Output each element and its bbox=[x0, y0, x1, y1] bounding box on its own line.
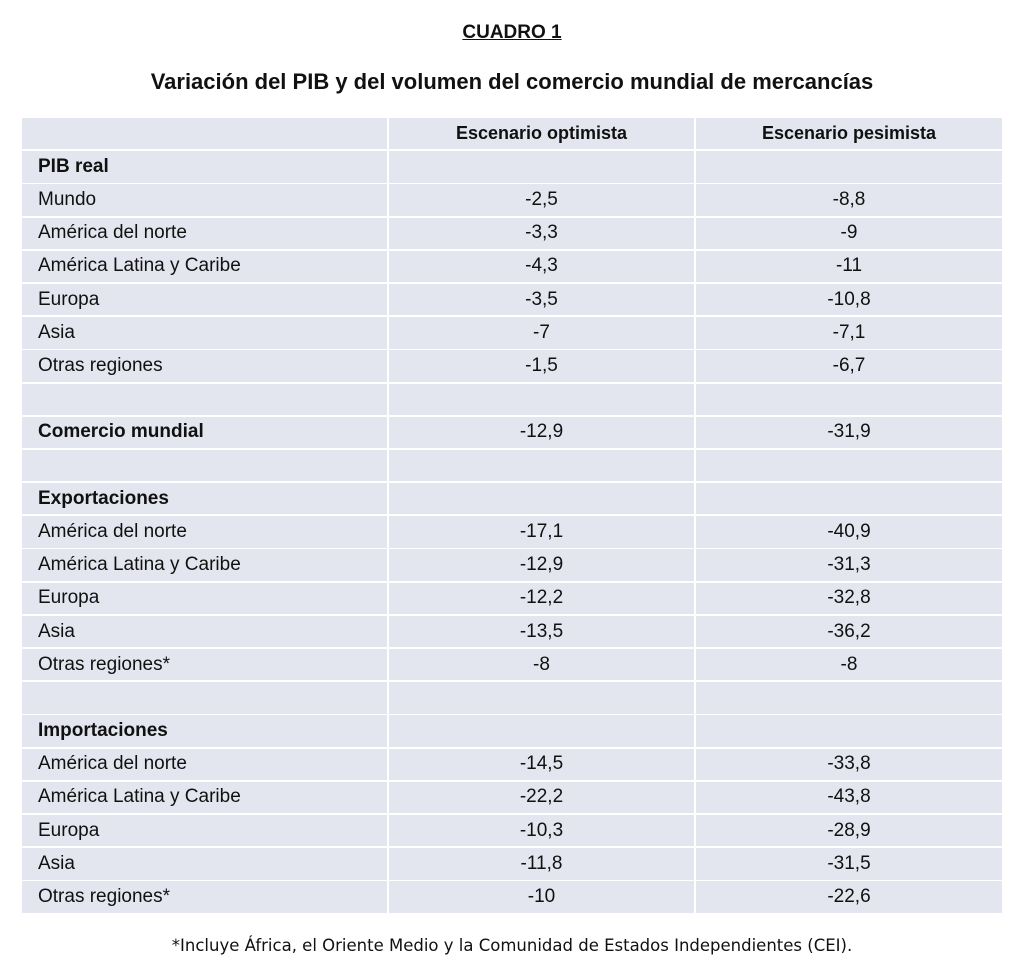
pesimista-value-cell: -22,6 bbox=[696, 881, 1002, 912]
optimista-value-cell: -22,2 bbox=[389, 782, 694, 813]
table-spacer-row bbox=[22, 682, 1002, 713]
row-label-cell: América Latina y Caribe bbox=[22, 251, 387, 282]
table-body bbox=[22, 151, 1002, 914]
row-label-cell: Comercio mundial bbox=[22, 417, 387, 448]
table-section-row bbox=[22, 151, 1002, 182]
optimista-value-cell: -3,5 bbox=[389, 284, 694, 315]
row-label-cell: Europa bbox=[22, 815, 387, 846]
table-section-row bbox=[22, 483, 1002, 514]
pesimista-value-cell: -6,7 bbox=[696, 350, 1002, 381]
optimista-value-cell: -1,5 bbox=[389, 350, 694, 381]
pesimista-value-cell bbox=[696, 450, 1002, 481]
table-row bbox=[22, 284, 1002, 315]
pesimista-value-cell: -11 bbox=[696, 251, 1002, 282]
row-label-cell: Importaciones bbox=[22, 715, 387, 746]
pesimista-value-cell: -31,9 bbox=[696, 417, 1002, 448]
table-row bbox=[22, 616, 1002, 647]
pesimista-value-cell: -7,1 bbox=[696, 317, 1002, 348]
row-label-cell: Europa bbox=[22, 284, 387, 315]
row-label-cell: Exportaciones bbox=[22, 483, 387, 514]
pesimista-value-cell bbox=[696, 384, 1002, 415]
optimista-value-cell: -14,5 bbox=[389, 749, 694, 780]
row-label-cell: Mundo bbox=[22, 184, 387, 215]
optimista-value-cell bbox=[389, 682, 694, 713]
table-row bbox=[22, 583, 1002, 614]
table-row bbox=[22, 516, 1002, 547]
row-label-cell: Asia bbox=[22, 848, 387, 879]
row-label-cell: América del norte bbox=[22, 218, 387, 249]
row-label-cell: Otras regiones bbox=[22, 350, 387, 381]
table-spacer-row bbox=[22, 384, 1002, 415]
table-row bbox=[22, 782, 1002, 813]
pesimista-value-cell bbox=[696, 483, 1002, 514]
row-label-cell: Europa bbox=[22, 583, 387, 614]
table-row bbox=[22, 649, 1002, 680]
header-cell-pesimista: Escenario pesimista bbox=[696, 118, 1002, 149]
table-row bbox=[22, 218, 1002, 249]
optimista-value-cell: -11,8 bbox=[389, 848, 694, 879]
pesimista-value-cell: -28,9 bbox=[696, 815, 1002, 846]
row-label-cell bbox=[22, 384, 387, 415]
table-row bbox=[22, 317, 1002, 348]
footnote: *Incluye África, el Oriente Medio y la Comunidad de Estados Independientes (CEI). bbox=[171, 936, 853, 955]
optimista-value-cell: -10,3 bbox=[389, 815, 694, 846]
row-label-cell bbox=[22, 450, 387, 481]
pesimista-value-cell: -31,5 bbox=[696, 848, 1002, 879]
row-label-cell bbox=[22, 682, 387, 713]
table-section-row bbox=[22, 715, 1002, 746]
pesimista-value-cell bbox=[696, 682, 1002, 713]
pesimista-value-cell bbox=[696, 715, 1002, 746]
pesimista-value-cell: -31,3 bbox=[696, 549, 1002, 580]
table-row bbox=[22, 184, 1002, 215]
header-cell-label bbox=[22, 118, 387, 149]
optimista-value-cell: -10 bbox=[389, 881, 694, 912]
optimista-value-cell: -17,1 bbox=[389, 516, 694, 547]
row-label-cell: América del norte bbox=[22, 749, 387, 780]
row-label-cell: Asia bbox=[22, 317, 387, 348]
table-spacer-row bbox=[22, 450, 1002, 481]
optimista-value-cell bbox=[389, 384, 694, 415]
pesimista-value-cell: -10,8 bbox=[696, 284, 1002, 315]
optimista-value-cell: -7 bbox=[389, 317, 694, 348]
pesimista-value-cell: -33,8 bbox=[696, 749, 1002, 780]
optimista-value-cell: -2,5 bbox=[389, 184, 694, 215]
row-label-cell: América del norte bbox=[22, 516, 387, 547]
optimista-value-cell: -12,9 bbox=[389, 417, 694, 448]
optimista-value-cell: -12,2 bbox=[389, 583, 694, 614]
pesimista-value-cell: -8,8 bbox=[696, 184, 1002, 215]
optimista-value-cell bbox=[389, 483, 694, 514]
pesimista-value-cell: -43,8 bbox=[696, 782, 1002, 813]
table-number-heading: CUADRO 1 bbox=[462, 22, 562, 43]
optimista-value-cell: -3,3 bbox=[389, 218, 694, 249]
header-cell-optimista: Escenario optimista bbox=[389, 118, 694, 149]
table-row bbox=[22, 848, 1002, 879]
optimista-value-cell: -13,5 bbox=[389, 616, 694, 647]
pesimista-value-cell: -32,8 bbox=[696, 583, 1002, 614]
pesimista-value-cell: -36,2 bbox=[696, 616, 1002, 647]
table-header-row bbox=[22, 118, 1002, 149]
table-row bbox=[22, 749, 1002, 780]
table-row bbox=[22, 251, 1002, 282]
row-label-cell: Otras regiones* bbox=[22, 649, 387, 680]
pesimista-value-cell: -9 bbox=[696, 218, 1002, 249]
optimista-value-cell bbox=[389, 715, 694, 746]
row-label-cell: Otras regiones* bbox=[22, 881, 387, 912]
optimista-value-cell: -4,3 bbox=[389, 251, 694, 282]
table-row bbox=[22, 815, 1002, 846]
row-label-cell: América Latina y Caribe bbox=[22, 549, 387, 580]
pesimista-value-cell: -8 bbox=[696, 649, 1002, 680]
optimista-value-cell: -12,9 bbox=[389, 549, 694, 580]
data-table bbox=[22, 118, 1002, 915]
table-title: Variación del PIB y del volumen del comercio mundial de mercancías bbox=[150, 69, 874, 94]
table-row bbox=[22, 417, 1002, 448]
table-row bbox=[22, 881, 1002, 912]
optimista-value-cell bbox=[389, 151, 694, 182]
row-label-cell: PIB real bbox=[22, 151, 387, 182]
optimista-value-cell: -8 bbox=[389, 649, 694, 680]
pesimista-value-cell: -40,9 bbox=[696, 516, 1002, 547]
table-row bbox=[22, 549, 1002, 580]
table-row bbox=[22, 350, 1002, 381]
pesimista-value-cell bbox=[696, 151, 1002, 182]
optimista-value-cell bbox=[389, 450, 694, 481]
row-label-cell: Asia bbox=[22, 616, 387, 647]
row-label-cell: América Latina y Caribe bbox=[22, 782, 387, 813]
